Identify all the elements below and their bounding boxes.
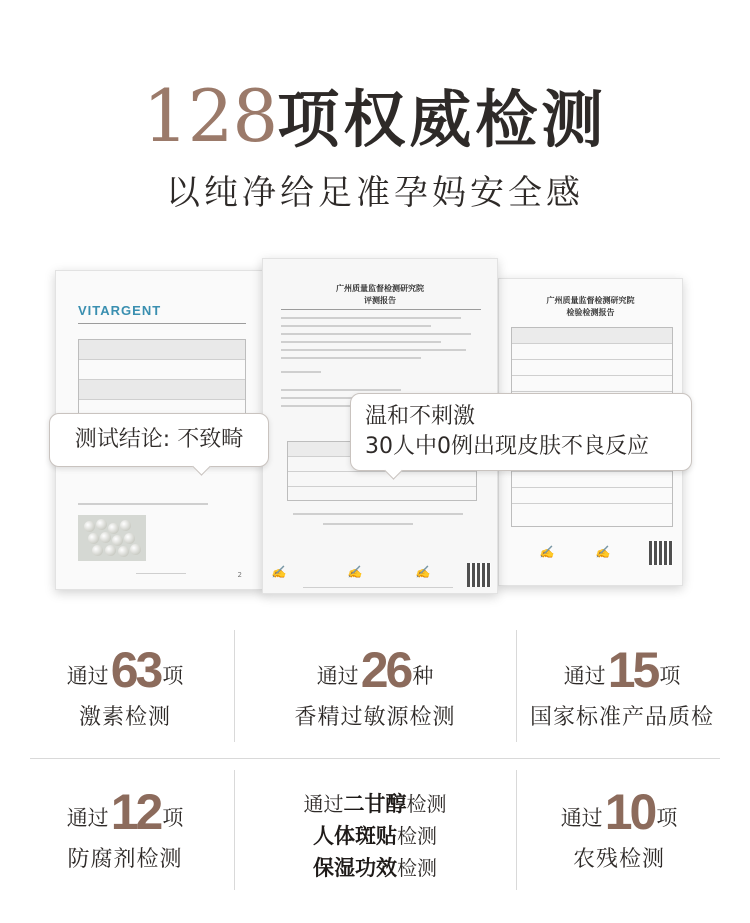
stat-label: 国家标准产品质检 xyxy=(529,705,714,730)
stat-number: 12 xyxy=(110,784,161,840)
stat-number: 15 xyxy=(607,642,658,698)
divider xyxy=(516,630,517,742)
stat-number: 26 xyxy=(360,642,411,698)
signature: ✍ xyxy=(595,545,610,559)
stat-fragrance: 通过26种 香精过敏源检测 xyxy=(270,644,480,731)
extra-test-item: 通过二甘醇检测 xyxy=(303,792,447,816)
divider xyxy=(30,758,720,759)
center-report-subtitle: 评测报告 xyxy=(364,296,396,305)
subtitle: 以纯净给足准孕妈安全感 xyxy=(166,173,584,213)
qr-code xyxy=(467,563,491,587)
callout-irritation-line1: 温和不刺激 xyxy=(365,404,476,429)
qr-code xyxy=(649,541,673,565)
divider xyxy=(234,630,235,742)
page-number: 2 xyxy=(237,571,242,579)
stat-preservative: 通过12项 防腐剂检测 xyxy=(48,786,202,873)
headline xyxy=(0,70,750,159)
signature: ✍ xyxy=(415,565,430,579)
stat-number: 63 xyxy=(110,642,161,698)
signature: ✍ xyxy=(539,545,554,559)
callout-irritation-line2: 30人中0例出现皮肤不良反应 xyxy=(365,434,649,459)
headline-number: 128 xyxy=(142,74,278,158)
right-report-title: 广州质量监督检测研究院 xyxy=(546,296,635,305)
brand-logo: VITARGENT xyxy=(78,303,162,318)
stat-label: 防腐剂检测 xyxy=(67,847,183,872)
signature: ✍ xyxy=(271,565,286,579)
stat-quality: 通过15项 国家标准产品质检 xyxy=(524,644,720,731)
stat-label: 香精过敏源检测 xyxy=(294,705,456,730)
right-report-subtitle: 检验检测报告 xyxy=(566,308,615,317)
stat-label: 农残检测 xyxy=(572,847,665,872)
stat-pesticide: 通过10项 农残检测 xyxy=(544,786,694,873)
stat-label: 激素检测 xyxy=(78,705,171,730)
callout-teratogenic: 测试结论: 不致畸 xyxy=(49,413,269,467)
divider xyxy=(234,770,235,890)
headline-title: 项权威检测 xyxy=(277,83,608,156)
extra-tests-list xyxy=(250,788,500,884)
stat-number: 10 xyxy=(604,784,655,840)
extra-test-item: 人体斑贴检测 xyxy=(313,824,437,848)
extra-test-item: 保湿功效检测 xyxy=(313,856,437,880)
divider xyxy=(516,770,517,890)
sample-photo xyxy=(78,515,146,561)
signature: ✍ xyxy=(347,565,362,579)
stat-hormone: 通过63项 激素检测 xyxy=(50,644,200,731)
callout-irritation xyxy=(350,393,692,471)
center-report-title: 广州质量监督检测研究院 xyxy=(336,284,424,293)
